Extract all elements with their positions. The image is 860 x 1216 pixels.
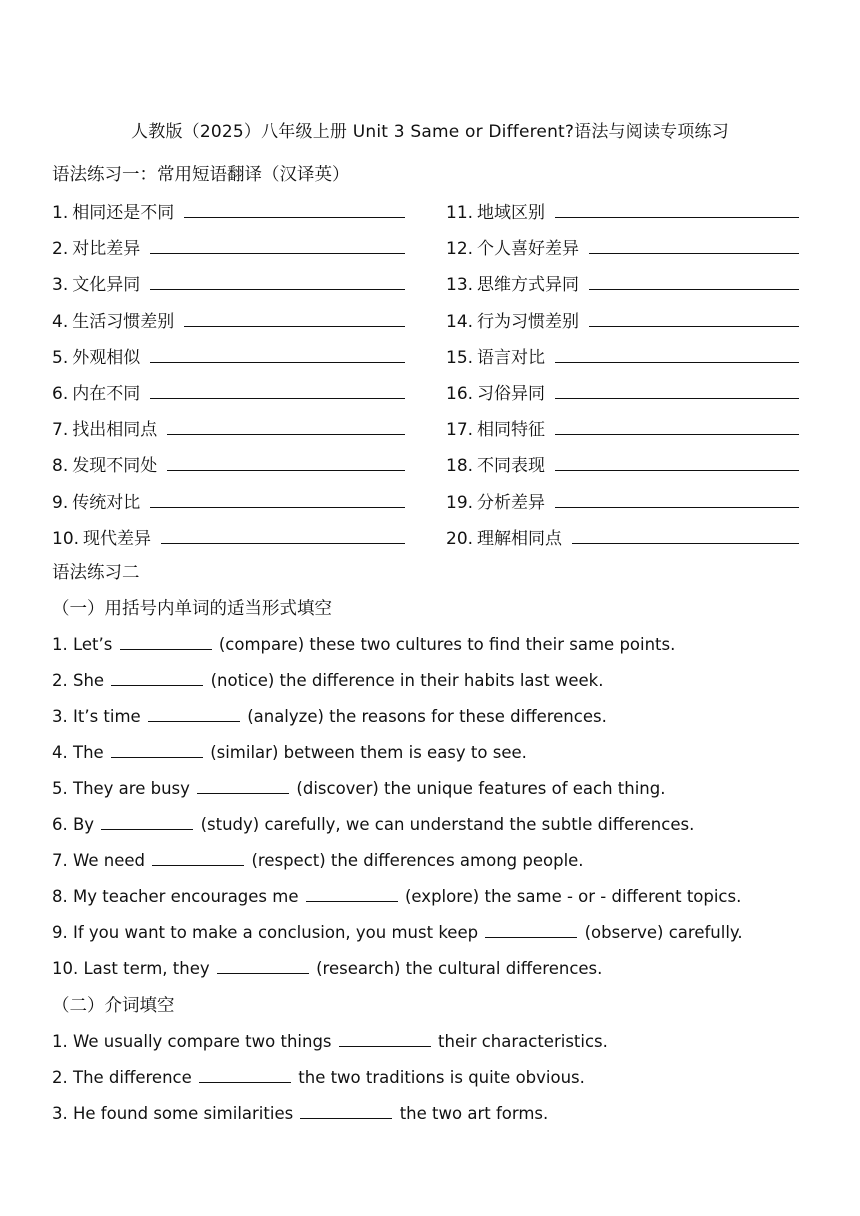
fill-in-item bbox=[52, 777, 665, 798]
phrase-row bbox=[52, 524, 812, 560]
answer-blank[interactable] bbox=[152, 849, 244, 866]
sentence-end: the two traditions is quite obvious. bbox=[298, 1068, 585, 1087]
answer-blank[interactable] bbox=[300, 1102, 392, 1119]
item-number: 2. bbox=[52, 239, 69, 260]
sentence-end: (similar) between them is easy to see. bbox=[210, 743, 527, 762]
phrase-text: 习俗异同 bbox=[477, 383, 546, 404]
sentence-end: (notice) the difference in their habits last week. bbox=[210, 671, 604, 690]
item-number: 20. bbox=[446, 528, 474, 549]
fill-in-item bbox=[52, 921, 743, 942]
answer-line[interactable] bbox=[555, 490, 799, 508]
item-number: 17. bbox=[446, 420, 474, 441]
answer-line[interactable] bbox=[150, 272, 405, 290]
answer-blank[interactable] bbox=[111, 741, 203, 758]
answer-line[interactable] bbox=[572, 526, 799, 544]
preposition-item bbox=[52, 1102, 548, 1123]
fill-in-item bbox=[52, 633, 675, 654]
fill-in-item bbox=[52, 705, 607, 726]
item-number: 5. bbox=[52, 347, 69, 368]
item-number: 14. bbox=[446, 311, 474, 332]
fill-in-item bbox=[52, 741, 527, 762]
phrase-text: 不同表现 bbox=[477, 456, 546, 477]
phrase-text: 内在不同 bbox=[72, 383, 141, 404]
sentence-end: the two art forms. bbox=[399, 1104, 549, 1123]
sentence-start: 5. They are busy bbox=[52, 779, 190, 798]
phrase-text: 生活习惯差别 bbox=[72, 311, 175, 332]
answer-line[interactable] bbox=[184, 200, 405, 218]
phrase-item bbox=[446, 379, 799, 404]
phrase-text: 个人喜好差异 bbox=[477, 239, 580, 260]
answer-blank[interactable] bbox=[111, 669, 203, 686]
sentence-start: 7. We need bbox=[52, 851, 145, 870]
fill-in-item bbox=[52, 813, 694, 834]
item-number: 11. bbox=[446, 203, 474, 223]
item-number: 15. bbox=[446, 347, 474, 368]
fill-in-item bbox=[52, 849, 584, 870]
sentence-end: (study) carefully, we can understand the subtle differences. bbox=[200, 815, 695, 834]
answer-line[interactable] bbox=[150, 236, 405, 254]
sentence-end: (compare) these two cultures to find their same points. bbox=[218, 635, 676, 654]
phrase-item bbox=[446, 307, 799, 332]
sentence-start: 2. The difference bbox=[52, 1068, 192, 1087]
item-number: 1. bbox=[52, 203, 69, 223]
phrase-text: 外观相似 bbox=[72, 347, 141, 368]
answer-line[interactable] bbox=[555, 453, 799, 471]
phrase-row bbox=[52, 343, 812, 379]
phrase-item bbox=[52, 307, 405, 332]
answer-line[interactable] bbox=[184, 309, 405, 327]
phrase-text: 找出相同点 bbox=[72, 420, 158, 441]
item-number: 12. bbox=[446, 239, 474, 260]
fill-in-item bbox=[52, 669, 603, 690]
item-number: 10. bbox=[52, 528, 80, 549]
phrase-row bbox=[52, 307, 812, 343]
section1-heading: 语法练习一：常用短语翻译（汉译英） bbox=[52, 165, 350, 185]
phrase-item bbox=[446, 488, 799, 513]
phrase-item bbox=[52, 488, 405, 513]
answer-blank[interactable] bbox=[217, 957, 309, 974]
item-number: 3. bbox=[52, 275, 69, 296]
sentence-start: 6. By bbox=[52, 815, 95, 834]
sentence-end: (research) the cultural differences. bbox=[316, 959, 603, 978]
answer-line[interactable] bbox=[555, 381, 799, 399]
answer-blank[interactable] bbox=[306, 885, 398, 902]
phrase-text: 传统对比 bbox=[72, 492, 141, 513]
item-number: 18. bbox=[446, 456, 474, 477]
phrase-item bbox=[446, 198, 799, 223]
phrase-text: 发现不同处 bbox=[72, 456, 158, 477]
phrase-item bbox=[52, 379, 405, 404]
sentence-start: 1. We usually compare two things bbox=[52, 1032, 332, 1051]
phrase-text: 文化异同 bbox=[72, 275, 141, 296]
answer-line[interactable] bbox=[555, 200, 799, 218]
fill-in-item bbox=[52, 885, 741, 906]
sentence-start: 3. He found some similarities bbox=[52, 1104, 294, 1123]
page-title: 人教版（2025）八年级上册 Unit 3 Same or Different?语法与阅读专项练习 bbox=[131, 122, 729, 142]
answer-line[interactable] bbox=[555, 417, 799, 435]
phrase-row bbox=[52, 379, 812, 415]
sentence-start: 2. She bbox=[52, 671, 105, 690]
sentence-start: 10. Last term, they bbox=[52, 959, 210, 978]
part2-heading: （二）介词填空 bbox=[52, 996, 175, 1016]
phrase-row bbox=[52, 270, 812, 306]
phrase-item bbox=[52, 415, 405, 440]
answer-blank[interactable] bbox=[148, 705, 240, 722]
phrase-text: 相同还是不同 bbox=[72, 203, 175, 223]
phrase-item bbox=[446, 234, 799, 259]
item-number: 9. bbox=[52, 492, 69, 513]
answer-blank[interactable] bbox=[197, 777, 289, 794]
phrase-item bbox=[446, 270, 799, 295]
answer-line[interactable] bbox=[589, 236, 799, 254]
phrase-row bbox=[52, 198, 812, 234]
sentence-start: 8. My teacher encourages me bbox=[52, 887, 299, 906]
phrase-row bbox=[52, 234, 812, 270]
phrase-text: 现代差异 bbox=[83, 528, 152, 549]
answer-line[interactable] bbox=[150, 381, 405, 399]
answer-blank[interactable] bbox=[101, 813, 193, 830]
sentence-end: their characteristics. bbox=[438, 1032, 608, 1051]
answer-line[interactable] bbox=[150, 490, 405, 508]
phrase-item bbox=[446, 415, 799, 440]
phrase-text: 相同特征 bbox=[477, 420, 546, 441]
phrase-row bbox=[52, 488, 812, 524]
item-number: 6. bbox=[52, 383, 69, 404]
phrase-text: 行为习惯差别 bbox=[477, 311, 580, 332]
answer-line[interactable] bbox=[167, 417, 405, 435]
phrase-item bbox=[52, 451, 405, 476]
preposition-item bbox=[52, 1030, 608, 1051]
sentence-start: 4. The bbox=[52, 743, 104, 762]
phrase-item bbox=[446, 524, 799, 549]
answer-line[interactable] bbox=[150, 345, 405, 363]
answer-line[interactable] bbox=[589, 272, 799, 290]
item-number: 19. bbox=[446, 492, 474, 513]
phrase-text: 理解相同点 bbox=[477, 528, 563, 549]
item-number: 8. bbox=[52, 456, 69, 477]
phrase-translation-grid bbox=[52, 198, 812, 560]
answer-blank[interactable] bbox=[199, 1066, 291, 1083]
phrase-text: 分析差异 bbox=[477, 492, 546, 513]
section2-heading: 语法练习二 bbox=[52, 563, 140, 583]
phrase-item bbox=[52, 198, 405, 223]
sentence-end: (observe) carefully. bbox=[584, 923, 743, 942]
phrase-row bbox=[52, 415, 812, 451]
phrase-item bbox=[52, 343, 405, 368]
phrase-text: 地域区别 bbox=[477, 203, 546, 223]
answer-line[interactable] bbox=[161, 526, 405, 544]
answer-line[interactable] bbox=[167, 453, 405, 471]
phrase-text: 思维方式异同 bbox=[477, 275, 580, 296]
part1-heading: （一）用括号内单词的适当形式填空 bbox=[52, 599, 332, 619]
sentence-start: 1. Let’s bbox=[52, 635, 113, 654]
phrase-text: 语言对比 bbox=[477, 347, 546, 368]
fill-in-item bbox=[52, 957, 602, 978]
answer-blank[interactable] bbox=[485, 921, 577, 938]
phrase-text: 对比差异 bbox=[72, 239, 141, 260]
phrase-item bbox=[446, 451, 799, 476]
sentence-end: (explore) the same - or - different topics. bbox=[405, 887, 742, 906]
item-number: 16. bbox=[446, 383, 474, 404]
sentence-start: 3. It’s time bbox=[52, 707, 141, 726]
phrase-row bbox=[52, 451, 812, 487]
answer-line[interactable] bbox=[555, 345, 799, 363]
item-number: 7. bbox=[52, 420, 69, 441]
answer-blank[interactable] bbox=[120, 633, 212, 650]
phrase-item bbox=[52, 524, 405, 549]
sentence-end: (respect) the differences among people. bbox=[251, 851, 584, 870]
phrase-item bbox=[52, 270, 405, 295]
preposition-item bbox=[52, 1066, 585, 1087]
phrase-item bbox=[446, 343, 799, 368]
answer-blank[interactable] bbox=[339, 1030, 431, 1047]
sentence-start: 9. If you want to make a conclusion, you must keep bbox=[52, 923, 479, 942]
phrase-item bbox=[52, 234, 405, 259]
sentence-end: (discover) the unique features of each thing. bbox=[296, 779, 666, 798]
item-number: 4. bbox=[52, 311, 69, 332]
item-number: 13. bbox=[446, 275, 474, 296]
answer-line[interactable] bbox=[589, 309, 799, 327]
sentence-end: (analyze) the reasons for these differences. bbox=[247, 707, 607, 726]
